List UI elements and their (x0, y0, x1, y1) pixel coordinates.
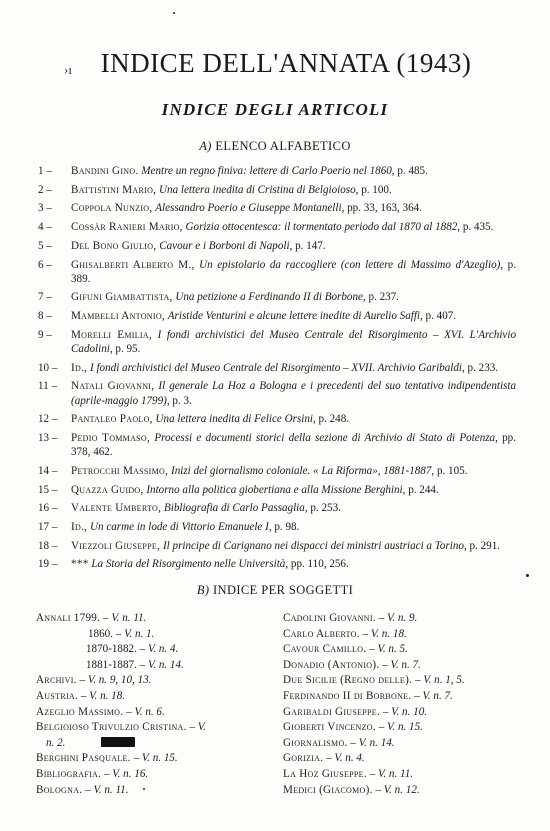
article-author: Mambelli Antonio, (71, 310, 165, 323)
subject-ref: – V. n. 18. (359, 627, 407, 640)
article-number: 15 – (38, 483, 58, 496)
article-number: 12 – (38, 413, 58, 426)
article-author: Bandini Gino. (71, 165, 139, 177)
article-pages: , p. 389. (71, 258, 517, 285)
subject-term: Berghini Pasquale. (36, 752, 131, 765)
article-title: Una lettera inedita di Felice Orsini (155, 413, 313, 426)
subject-entry-continued (36, 736, 268, 752)
article-title: Inizi del giornalismo coloniale. « La Riforma», 1881-1887 (171, 464, 432, 477)
article-author: Cossàr Ranieri Mario, (71, 221, 183, 234)
subject-index-right (283, 611, 523, 798)
subject-term: Due Sicilie (Regno delle). (283, 674, 413, 687)
subject-ref: – V. n. 11. (366, 767, 414, 780)
subject-ref: – V. n. 12. (372, 783, 420, 796)
subject-entry (283, 736, 523, 752)
subject-term: Donadio (Antonio). (283, 658, 380, 671)
article-author: Del Bono Giulio, (71, 239, 157, 252)
article-title: I fondi archivistici del Museo Centrale del Risorgimento – XVI. L'Archivio Cadolini (71, 328, 516, 356)
article-entry (38, 483, 516, 497)
subject-entry (36, 751, 268, 767)
article-number: 18 – (38, 539, 58, 552)
subject-term: Azeglio Massimo. (36, 705, 124, 718)
article-title: Alessandro Poerio e Giuseppe Montanelli (155, 202, 342, 215)
article-pages: , p. 291. (463, 539, 501, 552)
article-number: 5 – (38, 239, 52, 252)
article-author: Coppola Nunzio, (71, 202, 153, 215)
subject-entry (283, 720, 523, 736)
section-a-letter: A) (199, 139, 212, 153)
ink-speck (526, 574, 529, 577)
article-author: Viezzoli Giuseppe, (71, 539, 161, 552)
subject-term: Ferdinando II di Borbone. (283, 689, 412, 702)
article-pages: , p. 435. (457, 221, 494, 234)
subject-ref: – V. n. 7. (379, 658, 421, 671)
article-number: 6 – (38, 258, 52, 271)
article-title: Il principe di Carignano nei dispacci dei ministri austriaci a Torino (162, 539, 464, 552)
article-number: 16 – (38, 502, 58, 515)
subject-entry (36, 642, 268, 658)
article-author: Petrocchi Massimo, (71, 464, 169, 477)
subject-term: 1860. (88, 627, 113, 640)
subject-entry (36, 658, 268, 674)
article-author: Id., (71, 521, 88, 534)
article-title: Una petizione a Ferdinando II di Borbone (175, 291, 363, 304)
article-number: 4 – (38, 221, 52, 234)
article-pages: , pp. 33, 163, 364. (341, 202, 422, 215)
subject-entry (36, 689, 268, 705)
subject-ref: – V. n. 4. (136, 643, 179, 656)
subject-ref: – V. n. 6. (123, 705, 165, 718)
article-pages: , p. 98. (268, 521, 300, 534)
subject-term: La Hoz Giuseppe. (283, 767, 367, 780)
article-number: 2 – (38, 183, 52, 196)
subject-ref: n. 2. (46, 736, 66, 749)
article-number: 19 – (38, 558, 58, 571)
article-pages: , p. 253. (304, 502, 341, 515)
article-number: 14 – (38, 464, 58, 477)
subject-entry (283, 705, 523, 721)
article-entry (38, 201, 516, 215)
article-entry (38, 220, 516, 234)
article-author: Battistini Mario, (71, 183, 157, 196)
article-pages: , p. 407. (420, 310, 457, 323)
article-pages: , p. 3. (166, 394, 192, 407)
article-title: Il generale La Hoz a Bologna e i precedenti del suo tentativo indipendentista (aprile-maggio 1799) (71, 380, 516, 407)
subject-term: Cadolini Giovanni. (283, 612, 376, 624)
subject-entry (283, 783, 523, 799)
subject-term: 1870-1882. (86, 643, 137, 656)
article-pages: , p. 233. (462, 361, 499, 374)
section-b-title: INDICE PER SOGGETTI (212, 583, 354, 597)
article-entry (38, 520, 516, 534)
subject-term: Carlo Alberto. (283, 627, 360, 640)
subject-ref: – V. (186, 721, 206, 734)
subject-entry (36, 705, 268, 721)
article-title: I fondi archivistici del Museo Centrale del Risorgimento – XVII. Archivio Garibaldi (90, 361, 462, 374)
article-entry (38, 183, 516, 197)
redaction-mark (101, 737, 135, 747)
article-title: Gorizia ottocentesca: il tormentato periodo dal 1870 al 1882 (185, 221, 458, 234)
subject-entry (36, 783, 268, 799)
article-author: Quazza Guido, (71, 483, 144, 496)
page-subtitle: INDICE DEGLI ARTICOLI (161, 100, 389, 119)
article-title: Cavour e i Borboni di Napoli (159, 239, 290, 252)
subject-term: Archivi. (36, 674, 77, 687)
ink-speck (173, 12, 175, 14)
subject-ref: – V. n. 9. (375, 612, 418, 624)
article-pages: , p. 100. (355, 183, 392, 196)
article-entry (38, 258, 516, 286)
subject-ref: – V. n. 11. (100, 612, 147, 624)
article-pages: , p. 248. (312, 413, 350, 426)
subject-entry (283, 627, 523, 643)
subject-entry (283, 751, 523, 767)
subject-entry (283, 673, 523, 689)
article-title: Intorno alla politica giobertiana e alla Missione Berghini (146, 483, 403, 496)
article-title: La Storia del Risorgimento nelle Università (91, 558, 286, 571)
subject-term: Cavour Camillo. (283, 643, 367, 656)
article-number: 8 – (38, 310, 52, 323)
subject-term: 1881-1887. (86, 658, 137, 671)
subject-term: Belgioioso Trivulzio Cristina. (36, 721, 187, 734)
subject-entry (36, 673, 268, 689)
article-number: 11 – (38, 380, 58, 393)
article-title: Processi e documenti storici della sezione di Archivio di Stato di Potenza (154, 432, 496, 445)
subject-term: Bibliografia. (36, 767, 102, 780)
article-pages: , pp. 110, 256. (285, 558, 349, 571)
subject-term: Garibaldi Giuseppe. (283, 705, 381, 718)
subject-entry (36, 767, 268, 783)
subject-term: Bologna. (36, 783, 83, 796)
article-title: Un carme in lode di Vittorio Emanuele I (90, 521, 269, 534)
article-pages: , p. 95. (109, 343, 141, 356)
article-pages: , p. 147. (289, 239, 326, 252)
article-pages: , p. 105. (431, 464, 468, 477)
article-author: Id., (71, 361, 88, 374)
subject-ref: – V. n. 7. (411, 689, 453, 702)
article-entry (38, 412, 516, 426)
subject-term: Austria. (36, 689, 79, 702)
article-author: Morelli Emilia, (71, 328, 153, 341)
subject-index-left (36, 611, 268, 798)
article-pages: , p. 244. (402, 483, 439, 496)
article-number: 1 – (38, 165, 52, 177)
article-title: Un epistolario da raccogliere (con lettere di Massimo d'Azeglio) (199, 258, 501, 271)
subject-ref: – V. n. 16. (101, 767, 149, 780)
subject-term: Gorizia. (283, 752, 324, 765)
subject-ref: – V. n. 18. (78, 689, 126, 702)
article-list (38, 164, 516, 576)
article-title: Aristide Venturini e alcune lettere inedite di Aurelio Saffi (167, 310, 420, 323)
subject-term: Medici (Giacomo). (283, 783, 373, 796)
article-entry (38, 239, 516, 253)
subject-ref: – V. n. 9, 10, 13. (76, 674, 152, 687)
article-entry (38, 431, 516, 459)
article-number: 13 – (38, 432, 58, 445)
section-b-heading (0, 583, 550, 598)
article-entry (38, 361, 516, 375)
subject-entry (283, 767, 523, 783)
article-title: Una lettera inedita di Cristina di Belgioioso (159, 183, 356, 196)
subject-entry (36, 627, 268, 643)
section-a-title: ELENCO ALFABETICO (215, 139, 351, 153)
article-entry (38, 464, 516, 478)
subject-entry (283, 642, 523, 658)
subject-ref: – V. n. 11. (82, 783, 129, 796)
subject-term: Gioberti Vincenzo. (283, 721, 376, 734)
article-entry (38, 290, 516, 304)
subject-entry (36, 611, 268, 627)
article-author: Ghisalberti Alberto M., (71, 258, 195, 271)
subject-term: Giornalismo. (283, 736, 348, 749)
article-author: Valente Umberto, (71, 502, 162, 515)
article-entry (38, 328, 516, 356)
article-entry (38, 164, 516, 178)
subject-ref: – V. n. 15. (375, 721, 423, 734)
subject-ref: – V. n. 10. (380, 705, 428, 718)
subject-ref: – V. n. 5. (366, 643, 408, 656)
article-title: Mentre un regno finiva: lettere di Carlo Poerio nel 1860 (141, 165, 392, 177)
article-number: 7 – (38, 291, 52, 304)
article-author: Pantaleo Paolo, (71, 413, 153, 426)
subject-entry (283, 611, 523, 627)
subject-ref: – V. n. 15. (130, 752, 178, 765)
article-entry (38, 379, 516, 407)
subject-ref: – V. n. 4. (323, 752, 365, 765)
article-author: Gifuni Giambattista, (71, 291, 173, 304)
article-pages: , p. 485. (391, 165, 428, 177)
ink-speck (143, 788, 145, 790)
subject-term: Annali 1799. (36, 612, 101, 624)
article-title: Bibliografia di Carlo Passaglia (163, 502, 305, 515)
subject-entry (36, 720, 268, 736)
page-marker: ›ı (64, 62, 72, 77)
article-number: 17 – (38, 521, 58, 534)
article-pages: , p. 237. (362, 291, 399, 304)
subject-ref: – V. n. 14. (136, 658, 184, 671)
subject-entry (283, 689, 523, 705)
article-entry (38, 557, 516, 571)
article-number: 3 – (38, 202, 52, 215)
subject-entry (283, 658, 523, 674)
article-pages: , pp. 378, 462. (71, 432, 516, 459)
page-title: INDICE DELL'ANNATA (1943) (100, 48, 472, 78)
article-number: 10 – (38, 361, 58, 374)
section-b-letter: B) (196, 583, 210, 597)
article-number: 9 – (38, 328, 52, 341)
article-author: *** (71, 558, 89, 571)
subject-ref: – V. n. 1, 5. (412, 674, 465, 687)
subject-ref: – V. n. 1. (112, 627, 155, 640)
article-entry (38, 501, 516, 515)
subject-ref: – V. n. 14. (347, 736, 395, 749)
article-author: Pedio Tommaso, (71, 432, 151, 445)
section-a-heading (0, 139, 550, 154)
article-author: Natali Giovanni, (71, 380, 155, 393)
article-entry (38, 539, 516, 553)
article-entry (38, 309, 516, 323)
